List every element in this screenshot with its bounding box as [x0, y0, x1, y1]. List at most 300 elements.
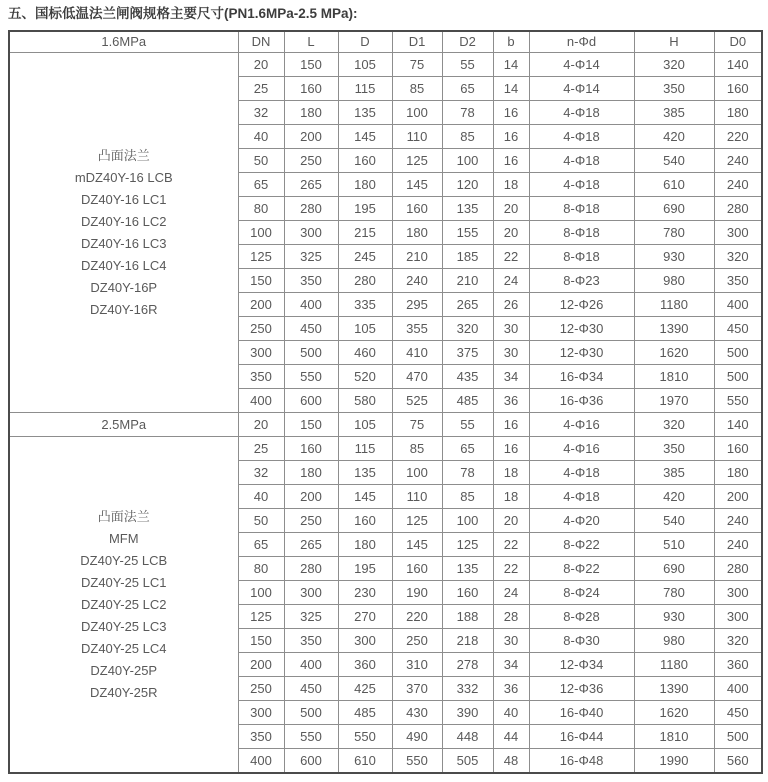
spec-cell: 930	[634, 605, 714, 629]
spec-cell: 12-Φ30	[529, 341, 634, 365]
spec-cell: 115	[338, 437, 392, 461]
spec-cell: 180	[392, 221, 442, 245]
spec-cell: 400	[714, 293, 762, 317]
spec-cell: 55	[442, 53, 493, 77]
spec-cell: 14	[493, 53, 529, 77]
spec-cell: 300	[714, 605, 762, 629]
spec-cell: 180	[284, 101, 338, 125]
spec-cell: 180	[714, 461, 762, 485]
spec-cell: 350	[238, 365, 284, 389]
model-name: DZ40Y-16 LC4	[80, 257, 167, 273]
spec-cell: 240	[714, 173, 762, 197]
spec-cell: 980	[634, 629, 714, 653]
spec-cell: 28	[493, 605, 529, 629]
spec-cell: 325	[284, 605, 338, 629]
model-name: DZ40Y-16P	[90, 279, 158, 295]
spec-cell: 16	[493, 125, 529, 149]
spec-cell: 85	[442, 125, 493, 149]
spec-cell: 310	[392, 653, 442, 677]
spec-cell: 490	[392, 725, 442, 749]
header-col-d: D	[338, 31, 392, 53]
spec-cell: 125	[442, 533, 493, 557]
spec-cell: 150	[238, 629, 284, 653]
spec-cell: 520	[338, 365, 392, 389]
model-name: DZ40Y-25 LC2	[80, 596, 167, 612]
spec-cell: 150	[284, 53, 338, 77]
spec-cell: 105	[338, 413, 392, 437]
spec-cell: 160	[392, 197, 442, 221]
spec-cell: 485	[338, 701, 392, 725]
spec-cell: 40	[493, 701, 529, 725]
spec-cell: 320	[714, 245, 762, 269]
spec-cell: 26	[493, 293, 529, 317]
model-name: DZ40Y-16R	[90, 301, 158, 317]
spec-cell: 55	[442, 413, 493, 437]
spec-cell: 4-Φ16	[529, 437, 634, 461]
spec-cell: 145	[392, 533, 442, 557]
spec-cell: 150	[284, 413, 338, 437]
spec-cell: 110	[392, 125, 442, 149]
spec-cell: 25	[238, 437, 284, 461]
spec-cell: 18	[493, 461, 529, 485]
spec-cell: 320	[442, 317, 493, 341]
spec-cell: 560	[714, 749, 762, 774]
spec-cell: 160	[284, 437, 338, 461]
spec-cell: 360	[714, 653, 762, 677]
spec-cell: 16-Φ40	[529, 701, 634, 725]
spec-cell: 100	[238, 581, 284, 605]
spec-cell: 100	[442, 509, 493, 533]
model-name: DZ40Y-25 LC4	[80, 640, 167, 656]
spec-cell: 780	[634, 581, 714, 605]
spec-cell: 335	[338, 293, 392, 317]
spec-cell: 450	[714, 701, 762, 725]
spec-cell: 200	[284, 485, 338, 509]
spec-cell: 1970	[634, 389, 714, 413]
spec-cell: 300	[714, 581, 762, 605]
spec-cell: 80	[238, 557, 284, 581]
spec-cell: 450	[714, 317, 762, 341]
spec-cell: 30	[493, 317, 529, 341]
page-title: 五、国标低温法兰闸阀规格主要尺寸(PN1.6MPa-2.5 MPa):	[8, 6, 358, 21]
spec-cell: 30	[493, 341, 529, 365]
spec-cell: 20	[238, 53, 284, 77]
spec-cell: 350	[634, 437, 714, 461]
spec-cell: 690	[634, 557, 714, 581]
spec-cell: 160	[284, 77, 338, 101]
spec-cell: 160	[392, 557, 442, 581]
spec-cell: 34	[493, 653, 529, 677]
spec-cell: 610	[634, 173, 714, 197]
spec-cell: 32	[238, 461, 284, 485]
spec-cell: 16	[493, 149, 529, 173]
header-col-b: b	[493, 31, 529, 53]
spec-cell: 430	[392, 701, 442, 725]
spec-cell: 300	[238, 341, 284, 365]
spec-cell: 230	[338, 581, 392, 605]
spec-cell: 18	[493, 485, 529, 509]
spec-cell: 160	[714, 437, 762, 461]
spec-cell: 22	[493, 557, 529, 581]
spec-cell: 115	[338, 77, 392, 101]
spec-cell: 280	[284, 557, 338, 581]
spec-cell: 250	[238, 677, 284, 701]
model-name: DZ40Y-25 LC1	[80, 574, 167, 590]
spec-cell: 240	[714, 149, 762, 173]
spec-cell: 8-Φ18	[529, 245, 634, 269]
spec-cell: 4-Φ18	[529, 125, 634, 149]
spec-cell: 240	[714, 509, 762, 533]
header-pressure-group: 1.6MPa	[9, 31, 238, 53]
spec-cell: 300	[714, 221, 762, 245]
spec-cell: 100	[392, 101, 442, 125]
spec-cell: 4-Φ18	[529, 461, 634, 485]
spec-cell: 220	[392, 605, 442, 629]
spec-cell: 145	[392, 173, 442, 197]
spec-cell: 24	[493, 581, 529, 605]
spec-cell: 195	[338, 557, 392, 581]
spec-cell: 400	[284, 653, 338, 677]
spec-cell: 540	[634, 509, 714, 533]
spec-cell: 435	[442, 365, 493, 389]
section-2-model-list	[9, 437, 238, 774]
spec-cell: 16-Φ36	[529, 389, 634, 413]
spec-cell: 125	[392, 149, 442, 173]
spec-cell: 245	[338, 245, 392, 269]
spec-cell: 75	[392, 53, 442, 77]
spec-cell: 780	[634, 221, 714, 245]
spec-cell: 48	[493, 749, 529, 774]
spec-cell: 1390	[634, 317, 714, 341]
spec-cell: 1180	[634, 653, 714, 677]
spec-cell: 65	[238, 533, 284, 557]
spec-cell: 278	[442, 653, 493, 677]
spec-cell: 4-Φ18	[529, 485, 634, 509]
table-row	[9, 53, 762, 77]
spec-cell: 300	[284, 581, 338, 605]
spec-cell: 195	[338, 197, 392, 221]
spec-cell: 420	[634, 125, 714, 149]
spec-cell: 930	[634, 245, 714, 269]
model-name: MFM	[108, 530, 139, 546]
spec-cell: 300	[284, 221, 338, 245]
spec-cell: 4-Φ16	[529, 413, 634, 437]
spec-cell: 80	[238, 197, 284, 221]
model-name: DZ40Y-25 LC3	[80, 618, 167, 634]
table-row	[9, 437, 762, 461]
spec-cell: 16	[493, 413, 529, 437]
spec-cell: 8-Φ24	[529, 581, 634, 605]
spec-cell: 500	[284, 701, 338, 725]
spec-cell: 400	[714, 677, 762, 701]
spec-cell: 600	[284, 389, 338, 413]
spec-cell: 50	[238, 149, 284, 173]
spec-cell: 250	[238, 317, 284, 341]
header-col-d2: D2	[442, 31, 493, 53]
spec-cell: 1620	[634, 341, 714, 365]
spec-cell: 78	[442, 101, 493, 125]
spec-cell: 110	[392, 485, 442, 509]
spec-cell: 350	[714, 269, 762, 293]
spec-cell: 180	[714, 101, 762, 125]
spec-cell: 85	[392, 77, 442, 101]
spec-cell: 185	[442, 245, 493, 269]
spec-cell: 78	[442, 461, 493, 485]
model-name: DZ40Y-25P	[90, 662, 158, 678]
spec-cell: 12-Φ34	[529, 653, 634, 677]
spec-cell: 65	[442, 77, 493, 101]
spec-cell: 265	[442, 293, 493, 317]
spec-cell: 448	[442, 725, 493, 749]
spec-cell: 200	[714, 485, 762, 509]
header-col-l: L	[284, 31, 338, 53]
spec-cell: 400	[238, 749, 284, 774]
spec-cell: 65	[238, 173, 284, 197]
spec-cell: 85	[442, 485, 493, 509]
spec-cell: 20	[493, 509, 529, 533]
spec-cell: 270	[338, 605, 392, 629]
spec-cell: 65	[442, 437, 493, 461]
spec-cell: 16-Φ44	[529, 725, 634, 749]
spec-cell: 320	[634, 53, 714, 77]
spec-cell: 410	[392, 341, 442, 365]
spec-cell: 550	[338, 725, 392, 749]
spec-cell: 4-Φ18	[529, 173, 634, 197]
spec-cell: 610	[338, 749, 392, 774]
spec-cell: 390	[442, 701, 493, 725]
spec-cell: 4-Φ20	[529, 509, 634, 533]
spec-cell: 16	[493, 101, 529, 125]
spec-cell: 540	[634, 149, 714, 173]
spec-cell: 350	[284, 629, 338, 653]
spec-cell: 145	[338, 125, 392, 149]
spec-cell: 150	[238, 269, 284, 293]
spec-cell: 145	[338, 485, 392, 509]
spec-cell: 85	[392, 437, 442, 461]
spec-cell: 16-Φ48	[529, 749, 634, 774]
spec-cell: 350	[284, 269, 338, 293]
spec-cell: 20	[238, 413, 284, 437]
spec-cell: 550	[714, 389, 762, 413]
spec-cell: 210	[442, 269, 493, 293]
header-col-d0: D0	[714, 31, 762, 53]
spec-cell: 320	[714, 629, 762, 653]
spec-cell: 425	[338, 677, 392, 701]
model-name: DZ40Y-25 LCB	[80, 552, 168, 568]
spec-cell: 135	[338, 461, 392, 485]
spec-cell: 20	[493, 221, 529, 245]
spec-cell: 332	[442, 677, 493, 701]
header-col-dn: DN	[238, 31, 284, 53]
spec-cell: 50	[238, 509, 284, 533]
spec-cell: 200	[284, 125, 338, 149]
spec-cell: 125	[238, 245, 284, 269]
model-name: DZ40Y-25R	[90, 684, 158, 700]
spec-cell: 100	[238, 221, 284, 245]
spec-cell: 16-Φ34	[529, 365, 634, 389]
spec-cell: 1810	[634, 365, 714, 389]
spec-cell: 240	[714, 533, 762, 557]
spec-cell: 265	[284, 173, 338, 197]
spec-cell: 550	[284, 725, 338, 749]
spec-cell: 980	[634, 269, 714, 293]
spec-cell: 210	[392, 245, 442, 269]
spec-cell: 135	[442, 197, 493, 221]
pressure-label-cell: 2.5MPa	[9, 413, 238, 437]
spec-cell: 40	[238, 485, 284, 509]
header-col-nphid: n-Φd	[529, 31, 634, 53]
spec-cell: 500	[284, 341, 338, 365]
valve-spec-table	[8, 30, 763, 774]
spec-cell: 30	[493, 629, 529, 653]
spec-cell: 385	[634, 101, 714, 125]
spec-cell: 280	[714, 197, 762, 221]
spec-cell: 360	[338, 653, 392, 677]
spec-cell: 8-Φ28	[529, 605, 634, 629]
pressure-divider-row	[9, 413, 762, 437]
spec-cell: 220	[714, 125, 762, 149]
spec-cell: 250	[284, 149, 338, 173]
spec-cell: 240	[392, 269, 442, 293]
spec-cell: 250	[392, 629, 442, 653]
spec-cell: 200	[238, 653, 284, 677]
spec-cell: 280	[714, 557, 762, 581]
spec-cell: 1990	[634, 749, 714, 774]
spec-cell: 36	[493, 389, 529, 413]
header-col-h: H	[634, 31, 714, 53]
spec-cell: 400	[284, 293, 338, 317]
spec-cell: 8-Φ23	[529, 269, 634, 293]
section-1-model-list	[9, 53, 238, 413]
model-name: 凸面法兰	[97, 147, 150, 163]
spec-cell: 125	[238, 605, 284, 629]
spec-cell: 218	[442, 629, 493, 653]
spec-cell: 300	[238, 701, 284, 725]
spec-cell: 180	[338, 173, 392, 197]
spec-cell: 470	[392, 365, 442, 389]
spec-cell: 600	[284, 749, 338, 774]
model-name: DZ40Y-16 LC2	[80, 213, 167, 229]
spec-cell: 500	[714, 341, 762, 365]
spec-cell: 350	[634, 77, 714, 101]
spec-cell: 525	[392, 389, 442, 413]
spec-cell: 105	[338, 53, 392, 77]
spec-cell: 420	[634, 485, 714, 509]
spec-cell: 460	[338, 341, 392, 365]
spec-cell: 350	[238, 725, 284, 749]
spec-cell: 188	[442, 605, 493, 629]
spec-cell: 36	[493, 677, 529, 701]
spec-cell: 12-Φ30	[529, 317, 634, 341]
header-col-d1: D1	[392, 31, 442, 53]
spec-cell: 135	[338, 101, 392, 125]
spec-cell: 500	[714, 725, 762, 749]
spec-cell: 105	[338, 317, 392, 341]
spec-cell: 370	[392, 677, 442, 701]
spec-cell: 325	[284, 245, 338, 269]
spec-cell: 295	[392, 293, 442, 317]
spec-cell: 160	[338, 149, 392, 173]
spec-cell: 120	[442, 173, 493, 197]
spec-cell: 215	[338, 221, 392, 245]
spec-cell: 100	[442, 149, 493, 173]
spec-cell: 250	[284, 509, 338, 533]
spec-cell: 180	[284, 461, 338, 485]
spec-cell: 300	[338, 629, 392, 653]
spec-cell: 34	[493, 365, 529, 389]
spec-cell: 485	[442, 389, 493, 413]
spec-cell: 200	[238, 293, 284, 317]
spec-cell: 20	[493, 197, 529, 221]
spec-cell: 1620	[634, 701, 714, 725]
spec-cell: 135	[442, 557, 493, 581]
header-row	[9, 31, 762, 53]
spec-cell: 690	[634, 197, 714, 221]
spec-cell: 8-Φ30	[529, 629, 634, 653]
spec-cell: 4-Φ14	[529, 53, 634, 77]
spec-cell: 160	[338, 509, 392, 533]
spec-cell: 22	[493, 245, 529, 269]
spec-cell: 320	[634, 413, 714, 437]
spec-cell: 4-Φ18	[529, 101, 634, 125]
model-name: 凸面法兰	[97, 508, 150, 524]
spec-cell: 32	[238, 101, 284, 125]
spec-cell: 4-Φ14	[529, 77, 634, 101]
spec-cell: 155	[442, 221, 493, 245]
spec-cell: 44	[493, 725, 529, 749]
spec-cell: 14	[493, 77, 529, 101]
spec-cell: 280	[338, 269, 392, 293]
spec-cell: 1180	[634, 293, 714, 317]
spec-cell: 8-Φ18	[529, 221, 634, 245]
spec-cell: 510	[634, 533, 714, 557]
spec-cell: 125	[392, 509, 442, 533]
spec-cell: 100	[392, 461, 442, 485]
spec-cell: 385	[634, 461, 714, 485]
spec-cell: 180	[338, 533, 392, 557]
spec-cell: 16	[493, 437, 529, 461]
spec-cell: 580	[338, 389, 392, 413]
spec-cell: 22	[493, 533, 529, 557]
spec-cell: 18	[493, 173, 529, 197]
spec-cell: 75	[392, 413, 442, 437]
spec-cell: 355	[392, 317, 442, 341]
spec-cell: 160	[442, 581, 493, 605]
spec-cell: 280	[284, 197, 338, 221]
model-name: DZ40Y-16 LC1	[80, 191, 167, 207]
spec-cell: 550	[392, 749, 442, 774]
table-body	[9, 53, 762, 774]
spec-cell: 8-Φ22	[529, 533, 634, 557]
spec-cell: 450	[284, 317, 338, 341]
spec-cell: 1810	[634, 725, 714, 749]
spec-cell: 8-Φ22	[529, 557, 634, 581]
spec-cell: 400	[238, 389, 284, 413]
spec-cell: 375	[442, 341, 493, 365]
model-name: DZ40Y-16 LC3	[80, 235, 167, 251]
spec-cell: 190	[392, 581, 442, 605]
spec-cell: 1390	[634, 677, 714, 701]
spec-cell: 12-Φ26	[529, 293, 634, 317]
spec-cell: 140	[714, 53, 762, 77]
spec-cell: 8-Φ18	[529, 197, 634, 221]
spec-cell: 4-Φ18	[529, 149, 634, 173]
spec-cell: 450	[284, 677, 338, 701]
spec-cell: 265	[284, 533, 338, 557]
spec-cell: 12-Φ36	[529, 677, 634, 701]
model-name: mDZ40Y-16 LCB	[74, 169, 173, 185]
spec-cell: 505	[442, 749, 493, 774]
